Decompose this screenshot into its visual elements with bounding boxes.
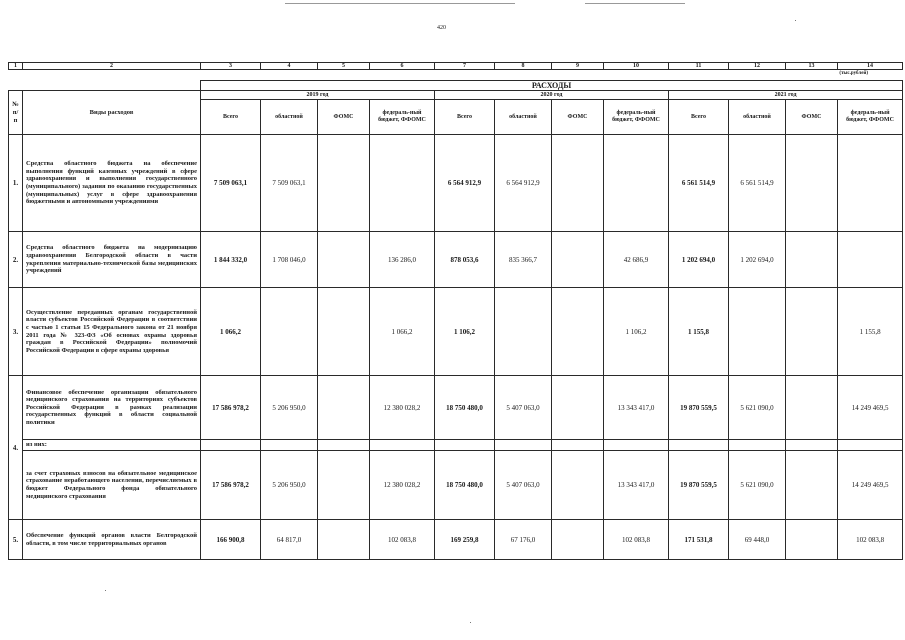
value-cell [552, 288, 604, 376]
expense-name: Осуществление переданных органам государственной власти субъектов Российской Федерации в соответствии с частью 1 статьи 15 Федерального закона от 21 ноября 2011 года № 323-ФЗ «Об основах охраны здоровья граждан в Российской Федерации» полномочий Российской Федерации в сфере охраны здоровья [23, 288, 201, 376]
col-header-federal: федераль-ный бюджет, ФФОМС [370, 100, 435, 135]
value-cell: 1 708 046,0 [261, 232, 318, 288]
value-cell [318, 376, 370, 440]
value-cell [838, 135, 903, 232]
value-cell [552, 135, 604, 232]
value-cell: 102 083,8 [838, 520, 903, 560]
col-header-total: Всего [201, 100, 261, 135]
row-number: 5. [9, 520, 23, 560]
value-cell: 18 750 480,0 [435, 451, 495, 520]
col-number: 13 [786, 63, 838, 70]
table-title: РАСХОДЫ [201, 81, 903, 91]
value-cell [318, 288, 370, 376]
value-cell [729, 288, 786, 376]
value-cell: 67 176,0 [495, 520, 552, 560]
value-cell: 6 561 514,9 [729, 135, 786, 232]
value-cell [552, 376, 604, 440]
table-row [9, 135, 903, 232]
value-cell: 12 380 028,2 [370, 376, 435, 440]
value-cell [201, 440, 261, 451]
value-cell: 5 206 950,0 [261, 451, 318, 520]
value-cell: 14 249 469,5 [838, 451, 903, 520]
expense-name: Средства областного бюджета на модернизацию здравоохранения Белгородской области в части укрепления материально-технической базы медицинских учреждений [23, 232, 201, 288]
value-cell: 169 259,8 [435, 520, 495, 560]
value-cell: 7 509 063,1 [201, 135, 261, 232]
year-header-2021: 2021 год [669, 91, 903, 100]
col-header-regional: областной [261, 100, 318, 135]
col-number: 5 [318, 63, 370, 70]
value-cell: 14 249 469,5 [838, 376, 903, 440]
col-header-foms: ФОМС [318, 100, 370, 135]
value-cell [786, 232, 838, 288]
col-header-foms: ФОМС [552, 100, 604, 135]
value-cell: 19 870 559,5 [669, 451, 729, 520]
value-cell [604, 135, 669, 232]
value-cell: 1 066,2 [370, 288, 435, 376]
value-cell [729, 440, 786, 451]
col-number: 8 [495, 63, 552, 70]
col-number: 7 [435, 63, 495, 70]
col-header-federal: федераль-ный бюджет, ФФОМС [604, 100, 669, 135]
value-cell: 171 531,8 [669, 520, 729, 560]
page-number: 420 [437, 25, 446, 31]
expense-name: Обеспечение функций органов власти Белгородской области, в том числе территориальных органов [23, 520, 201, 560]
value-cell: 69 448,0 [729, 520, 786, 560]
value-cell [318, 232, 370, 288]
value-cell: 5 407 063,0 [495, 376, 552, 440]
value-cell [786, 376, 838, 440]
units-note: (тыс.рублей) [839, 71, 868, 76]
value-cell: 6 561 514,9 [669, 135, 729, 232]
col-header-regional: областной [729, 100, 786, 135]
scan-speck [470, 622, 471, 623]
value-cell [838, 232, 903, 288]
value-cell: 17 586 978,2 [201, 376, 261, 440]
value-cell [318, 520, 370, 560]
value-cell [552, 520, 604, 560]
value-cell: 19 870 559,5 [669, 376, 729, 440]
value-cell [495, 440, 552, 451]
value-cell: 1 066,2 [201, 288, 261, 376]
expenses-table [8, 80, 903, 560]
value-cell [786, 520, 838, 560]
value-cell: 5 407 063,0 [495, 451, 552, 520]
value-cell: 17 586 978,2 [201, 451, 261, 520]
scan-top-line [285, 3, 515, 4]
col-number: 14 [838, 63, 903, 70]
value-cell [786, 288, 838, 376]
col-header-foms: ФОМС [786, 100, 838, 135]
expense-name: Финансовое обеспечение организации обязательного медицинского страхования на территориях субъектов Российской Федерации в рамках реализации государственных функций в области социальной политики [23, 376, 201, 440]
value-cell: 1 106,2 [604, 288, 669, 376]
value-cell: 13 343 417,0 [604, 451, 669, 520]
value-cell: 166 900,8 [201, 520, 261, 560]
value-cell: 5 621 090,0 [729, 376, 786, 440]
value-cell: 5 621 090,0 [729, 451, 786, 520]
value-cell [604, 440, 669, 451]
scan-top-line [585, 3, 685, 4]
year-header-2020: 2020 год [435, 91, 669, 100]
value-cell: 18 750 480,0 [435, 376, 495, 440]
value-cell [370, 135, 435, 232]
row-number: 3. [9, 288, 23, 376]
col-number: 10 [604, 63, 669, 70]
expense-name: Средства областного бюджета на обеспечение выполнения функций казенных учреждений в сфере здравоохранения и выполнения государственного (муниципального) задания по оказанию государственных (муниципальных) услуг в сфере здравоохранения бюджетными и автономными учреждениями [23, 135, 201, 232]
col-header-total: Всего [669, 100, 729, 135]
table-row [9, 288, 903, 376]
col-number: 2 [23, 63, 201, 70]
kind-header: Виды расходов [23, 91, 201, 135]
value-cell [786, 440, 838, 451]
value-cell: 1 202 694,0 [729, 232, 786, 288]
value-cell [838, 440, 903, 451]
table-row [9, 451, 903, 520]
value-cell: 102 083,8 [370, 520, 435, 560]
col-number: 12 [729, 63, 786, 70]
table-row [9, 376, 903, 440]
col-header-federal: федераль-ный бюджет, ФФОМС [838, 100, 903, 135]
col-number: 1 [9, 63, 23, 70]
value-cell [552, 440, 604, 451]
value-cell: 1 155,8 [838, 288, 903, 376]
value-cell [786, 135, 838, 232]
value-cell: 835 366,7 [495, 232, 552, 288]
row-number: 2. [9, 232, 23, 288]
value-cell: 5 206 950,0 [261, 376, 318, 440]
col-number: 11 [669, 63, 729, 70]
row-number: 4. [9, 376, 23, 520]
value-cell [552, 232, 604, 288]
column-number-strip [8, 62, 903, 70]
value-cell: 102 083,8 [604, 520, 669, 560]
value-cell: 136 286,0 [370, 232, 435, 288]
value-cell: 12 380 028,2 [370, 451, 435, 520]
value-cell [495, 288, 552, 376]
col-header-regional: областной [495, 100, 552, 135]
value-cell [669, 440, 729, 451]
year-header-2019: 2019 год [201, 91, 435, 100]
row-number: 1. [9, 135, 23, 232]
value-cell [786, 451, 838, 520]
col-number: 4 [261, 63, 318, 70]
table-row [9, 520, 903, 560]
col-header-total: Всего [435, 100, 495, 135]
col-number: 9 [552, 63, 604, 70]
value-cell [318, 451, 370, 520]
table-row [9, 232, 903, 288]
value-cell: 878 053,6 [435, 232, 495, 288]
value-cell: 1 202 694,0 [669, 232, 729, 288]
np-header: № п/п [9, 91, 23, 135]
value-cell: 13 343 417,0 [604, 376, 669, 440]
value-cell: 1 155,8 [669, 288, 729, 376]
scan-speck [105, 590, 106, 591]
value-cell: 6 564 912,9 [435, 135, 495, 232]
expense-name: за счет страховых взносов на обязательное медицинское страхование неработающего населения, перечисляемых в бюджет Федерального фонда обязательного медицинского страхования [23, 451, 201, 520]
scan-speck [795, 20, 796, 21]
col-number: 3 [201, 63, 261, 70]
col-number: 6 [370, 63, 435, 70]
value-cell [318, 440, 370, 451]
expense-name: из них: [23, 440, 201, 451]
value-cell: 64 817,0 [261, 520, 318, 560]
value-cell [435, 440, 495, 451]
value-cell: 1 844 332,0 [201, 232, 261, 288]
value-cell: 1 106,2 [435, 288, 495, 376]
value-cell [261, 440, 318, 451]
value-cell: 42 686,9 [604, 232, 669, 288]
value-cell [552, 451, 604, 520]
value-cell: 6 564 912,9 [495, 135, 552, 232]
table-row [9, 440, 903, 451]
value-cell [318, 135, 370, 232]
value-cell: 7 509 063,1 [261, 135, 318, 232]
value-cell [370, 440, 435, 451]
value-cell [261, 288, 318, 376]
